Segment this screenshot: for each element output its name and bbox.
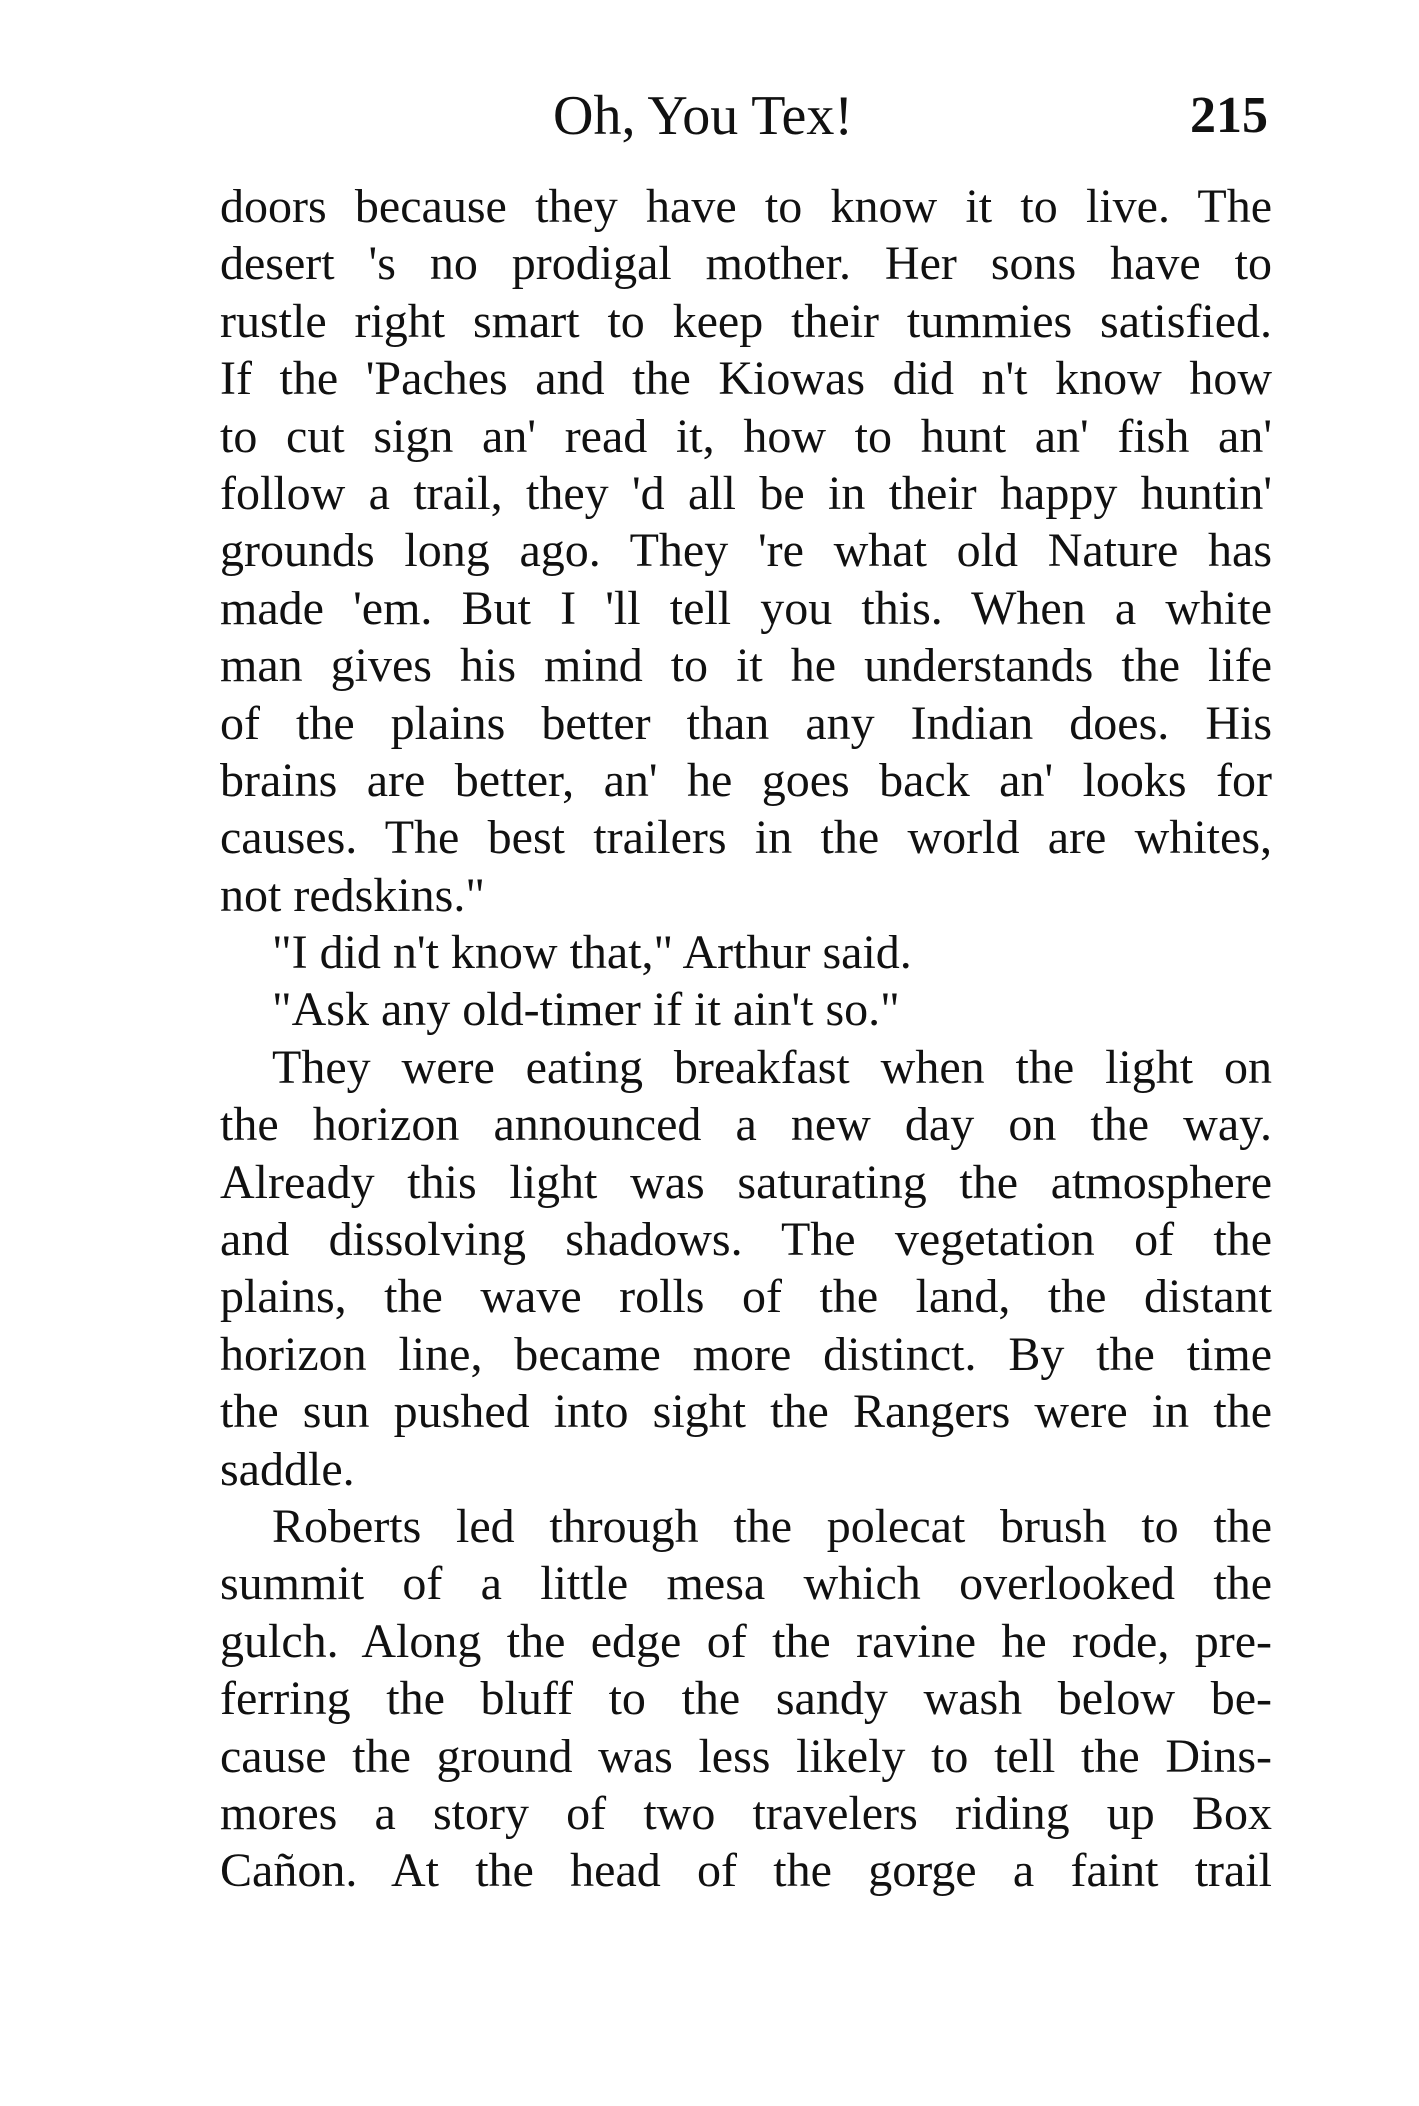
paragraph (220, 924, 1272, 981)
text-line: saddle. (220, 1442, 355, 1496)
text-line: plains, the wave rolls of the land, the distant (220, 1270, 1272, 1324)
text-line: Roberts led through the polecat brush to the (272, 1499, 1272, 1553)
body-text (220, 178, 1272, 1900)
text-line: rustle right smart to keep their tummies satisfied. (220, 294, 1272, 348)
paragraph (220, 1039, 1272, 1498)
text-line: gulch. Along the edge of the ravine he rode, pre- (220, 1614, 1272, 1668)
text-line: "I did n't know that," Arthur said. (272, 926, 912, 980)
paragraph (220, 178, 1272, 924)
text-line: follow a trail, they 'd all be in their happy huntin' (220, 466, 1272, 520)
text-line: the sun pushed into sight the Rangers were in the (220, 1385, 1272, 1439)
text-line: desert 's no prodigal mother. Her sons have to (220, 237, 1272, 291)
text-line: mores a story of two travelers riding up Box (220, 1786, 1272, 1840)
text-line: not redskins." (220, 868, 485, 922)
text-line: They were eating breakfast when the light on (272, 1040, 1272, 1094)
text-line: doors because they have to know it to live. The (220, 180, 1272, 233)
running-head-title: Oh, You Tex! (553, 85, 853, 147)
text-line: man gives his mind to it he understands the life (220, 639, 1272, 693)
text-line: brains are better, an' he goes back an' looks for (220, 753, 1272, 807)
text-line: "Ask any old-timer if it ain't so." (272, 983, 900, 1037)
text-line: grounds long ago. They 're what old Nature has (220, 524, 1272, 578)
paragraph (220, 981, 1272, 1038)
text-line: made 'em. But I 'll tell you this. When a white (220, 581, 1272, 635)
text-line: cause the ground was less likely to tell the Dins- (220, 1729, 1272, 1783)
text-line: Already this light was saturating the atmosphere (220, 1155, 1272, 1209)
text-line: causes. The best trailers in the world are whites, (220, 811, 1272, 865)
paragraph (220, 1498, 1272, 1900)
text-line: of the plains better than any Indian does. His (220, 696, 1272, 750)
text-line: If the 'Paches and the Kiowas did n't know how (220, 352, 1272, 406)
text-line: the horizon announced a new day on the way. (220, 1098, 1272, 1152)
text-line: Cañon. At the head of the gorge a faint trail (220, 1844, 1272, 1898)
text-line: horizon line, became more distinct. By the time (220, 1327, 1272, 1381)
text-line: summit of a little mesa which overlooked the (220, 1557, 1272, 1611)
text-line: and dissolving shadows. The vegetation of the (220, 1213, 1272, 1267)
page-number: 215 (1190, 87, 1268, 144)
text-line: to cut sign an' read it, how to hunt an' fish an' (220, 409, 1272, 463)
text-line: ferring the bluff to the sandy wash below be- (220, 1672, 1272, 1726)
